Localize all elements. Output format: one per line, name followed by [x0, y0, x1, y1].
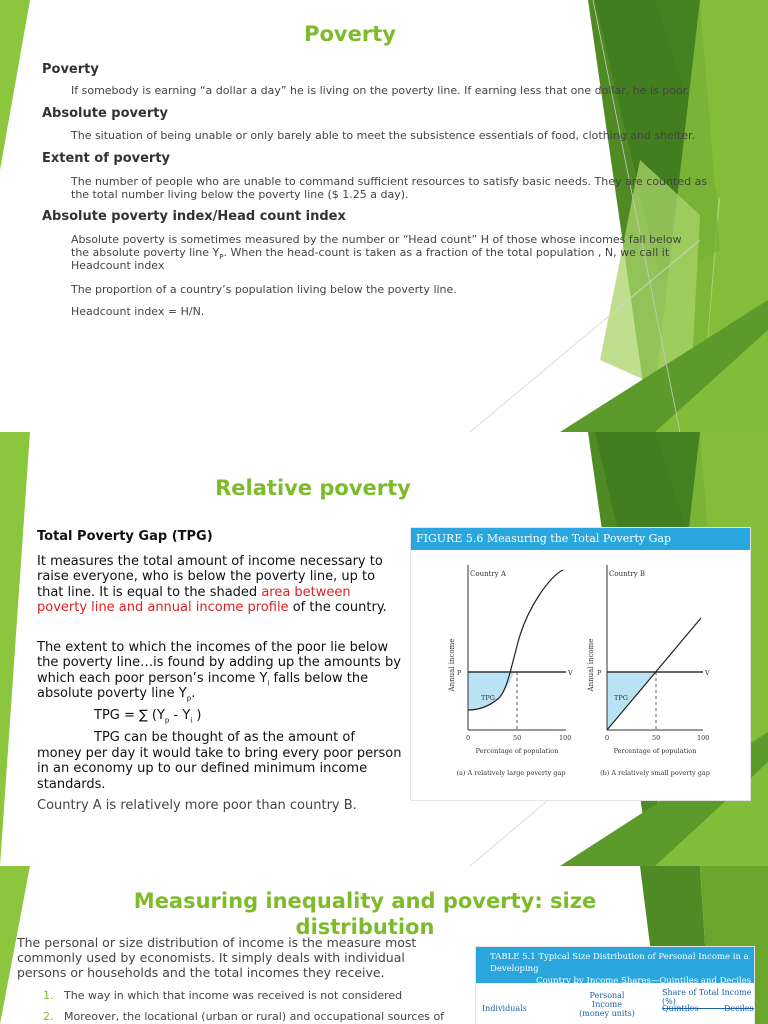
table-caption [476, 947, 754, 986]
tpg-p2a: The extent to which the incomes of the poor lie below the poverty line…is found by adding up the amounts by which each poor person’s income Y [37, 639, 401, 686]
table-caption-line-1: TABLE 5.1 Typical Size Distribution of Personal Income in a Developing [490, 952, 749, 974]
headcount-line-2b: . When the head-count is taken as a fraction of the total population , N, we call it [223, 246, 670, 259]
panel-a-tpg-label: TPG [481, 694, 495, 702]
panel-a-tick-50: 50 [513, 734, 522, 742]
text-extent-of-poverty: The number of people who are unable to command sufficient resources to satisfy basic needs. They are counted as the total number living below the poverty line ($ 1.25 a day). [71, 175, 708, 201]
panel-b-tick-100: 100 [697, 734, 710, 742]
list-item [43, 1010, 463, 1023]
tpg-p1b: of the country. [288, 600, 387, 615]
text-absolute-poverty: The situation of being unable or only barely able to meet the subsistence essentials of food, clothing and shelter. [71, 129, 695, 142]
panel-a-tick-0: 0 [466, 734, 471, 742]
subscript-p: P [219, 253, 224, 262]
subscript-i: i [267, 679, 270, 688]
col-personal-income-line-2: (money units) [579, 1009, 635, 1018]
panel-a-tick-100: 100 [559, 734, 572, 742]
list-number: 2. [43, 1010, 54, 1023]
considerations-list [43, 989, 463, 1023]
page-title: Relative poverty [215, 476, 411, 500]
panel-b-subcaption: (b) A relatively small poverty gap [600, 769, 710, 777]
panel-b-tick-50: 50 [652, 734, 661, 742]
col-deciles: Deciles [724, 1004, 754, 1013]
tpg-p1-highlight: area between poverty line and annual income profile [37, 584, 351, 615]
figure-total-poverty-gap [410, 527, 751, 801]
panel-b-ylabel: Annual income [587, 638, 595, 692]
tpg-p1a: It measures the total amount of income necessary to raise everyone, who is below the poverty line, up to that line. It is equal to the shaded [37, 553, 383, 600]
list-text: The way in which that income was received is not considered [64, 989, 403, 1002]
heading-absolute-poverty: Absolute poverty [42, 106, 168, 121]
tpg-paragraph-3: TPG can be thought of as the amount of money per day it would take to bring every poor person in an economy up to our defined minimum income standards. [37, 730, 402, 792]
tpg-text-block [37, 529, 403, 814]
col-personal-income-line-1: Personal Income [589, 991, 625, 1009]
headcount-line-3: Headcount index [71, 259, 165, 272]
headcount-line-2 [71, 246, 711, 262]
text-proportion: The proportion of a country’s population living below the poverty line. [71, 283, 457, 296]
panel-b-p-label: P [597, 669, 602, 677]
formula-a: TPG = ∑ (Y [94, 707, 165, 723]
heading-poverty: Poverty [42, 62, 99, 77]
formula-sub-i: i [190, 716, 193, 725]
panel-b-tpg-label: TPG [614, 694, 628, 702]
text-poverty: If somebody is earning “a dollar a day” he is living on the poverty line. If earning less that one dollar, he is poor. [71, 84, 690, 97]
formula-sub-p: p [164, 716, 170, 725]
panel-a-subcaption: (a) A relatively large poverty gap [456, 769, 566, 777]
list-text: Moreover, the locational (urban or rural) and occupational sources of [64, 1010, 445, 1023]
heading-headcount-index: Absolute poverty index/Head count index [42, 209, 346, 224]
slide-relative-poverty [0, 432, 768, 866]
list-number: 1. [43, 989, 54, 1002]
list-item [43, 989, 463, 1002]
panel-a [448, 565, 573, 777]
panel-a-p-label: P [457, 669, 462, 677]
col-personal-income [577, 991, 637, 1018]
formula-b: - Y [169, 707, 191, 723]
col-individuals: Individuals [482, 1004, 527, 1013]
slide-size-distribution [0, 866, 768, 1024]
panel-a-shaded-gap [468, 672, 515, 710]
panel-a-xlabel: Percentage of population [475, 747, 559, 755]
heading-extent-of-poverty: Extent of poverty [42, 151, 171, 166]
page-title: Poverty [304, 22, 396, 46]
panel-b [587, 565, 710, 777]
formula-c: ) [192, 707, 202, 723]
panel-b-v-label: V [705, 669, 710, 677]
intro-paragraph: The personal or size distribution of income is the measure most commonly used by economists. It simply deals with individual persons or households and the total incomes they receive. [17, 935, 417, 980]
panel-a-v-label: V [568, 669, 573, 677]
figure-graphs [411, 550, 750, 800]
tpg-heading: Total Poverty Gap (TPG) [37, 529, 213, 544]
col-share-total-income: Share of Total Income (%) [662, 988, 754, 1009]
text-headcount-formula: Headcount index = H/N. [71, 305, 205, 318]
panel-b-tick-0: 0 [605, 734, 610, 742]
figure-caption: FIGURE 5.6 Measuring the Total Poverty Gap [411, 528, 750, 550]
panel-a-title: Country A [470, 570, 506, 578]
tpg-paragraph-1 [37, 554, 403, 616]
panel-b-title: Country B [609, 570, 646, 578]
text-headcount [71, 233, 711, 272]
panel-a-ylabel: Annual income [448, 638, 456, 692]
headcount-line-2a: the absolute poverty line Y [71, 246, 220, 259]
slide-poverty [0, 0, 768, 432]
tpg-p2b: falls below the absolute poverty line Y [37, 670, 369, 701]
tpg-formula [37, 708, 403, 724]
country-note: Country A is relatively more poor than country B. [37, 798, 357, 813]
col-quintiles: Quintiles [662, 1004, 699, 1013]
page-title: Measuring inequality and poverty: size distribution [133, 889, 597, 939]
subscript-p: p [186, 694, 192, 703]
headcount-line-1: Absolute poverty is sometimes measured by the number or “Head count” H of those whose incomes fall below [71, 233, 682, 246]
table-caption-line-2: Country by Income Shares—Quintiles and Deciles [536, 976, 752, 986]
tpg-p2c: . [191, 686, 196, 701]
panel-b-xlabel: Percentage of population [613, 747, 697, 755]
table-income-distribution [475, 946, 755, 1024]
tpg-paragraph-2 [37, 640, 403, 702]
